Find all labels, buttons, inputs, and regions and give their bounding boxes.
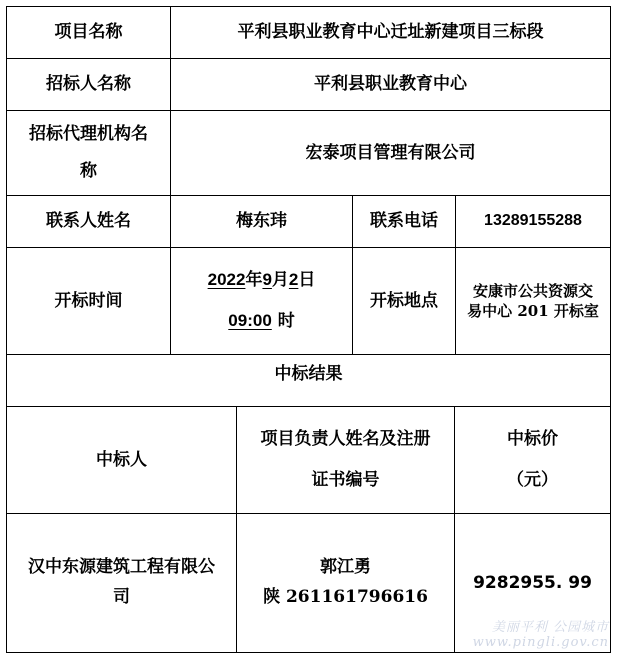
winner-header: 中标人: [96, 449, 147, 470]
opening-day: 2: [288, 270, 299, 290]
project-name-label: 项目名称: [54, 22, 123, 43]
opening-time-value: [171, 248, 352, 354]
contact-name-value: 梅东玮: [236, 211, 287, 232]
manager-header: 项目负责人姓名及注册 证书编号: [260, 429, 431, 490]
opening-place-label: 开标地点: [370, 290, 438, 311]
winner-value: 汉中东源建筑工程有限公 司: [28, 557, 215, 607]
opening-time-label: 开标时间: [54, 290, 123, 311]
result-header: 中标结果: [274, 364, 343, 385]
opening-place-value: 安康市公共资源交 易中心 201 开标室: [467, 281, 599, 320]
project-name-value: 平利县职业教育中心迁址新建项目三标段: [237, 22, 544, 43]
tenderer-value: 平利县职业教育中心: [314, 74, 467, 95]
opening-date: 2022年9月2日: [207, 270, 316, 291]
opening-month: 9: [262, 270, 272, 290]
opening-year: 2022: [207, 270, 246, 290]
agency-value: 宏泰项目管理有限公司: [305, 142, 476, 163]
manager-value: 郭江勇 陕 261161796616: [263, 557, 428, 607]
agency-label: 招标代理机构名 称: [29, 123, 148, 181]
contact-phone-value: 13289155288: [484, 212, 582, 230]
opening-clock: 09:00 时: [228, 311, 295, 331]
price-value: 9282955. 99: [473, 572, 592, 593]
price-header: 中标价 （元）: [507, 429, 558, 490]
contact-name-label: 联系人姓名: [46, 211, 131, 232]
site-watermark: 美丽平利 公园城市 www.pingli.gov.cn: [472, 620, 609, 651]
contact-phone-label: 联系电话: [370, 211, 438, 232]
tenderer-label: 招标人名称: [46, 74, 131, 95]
